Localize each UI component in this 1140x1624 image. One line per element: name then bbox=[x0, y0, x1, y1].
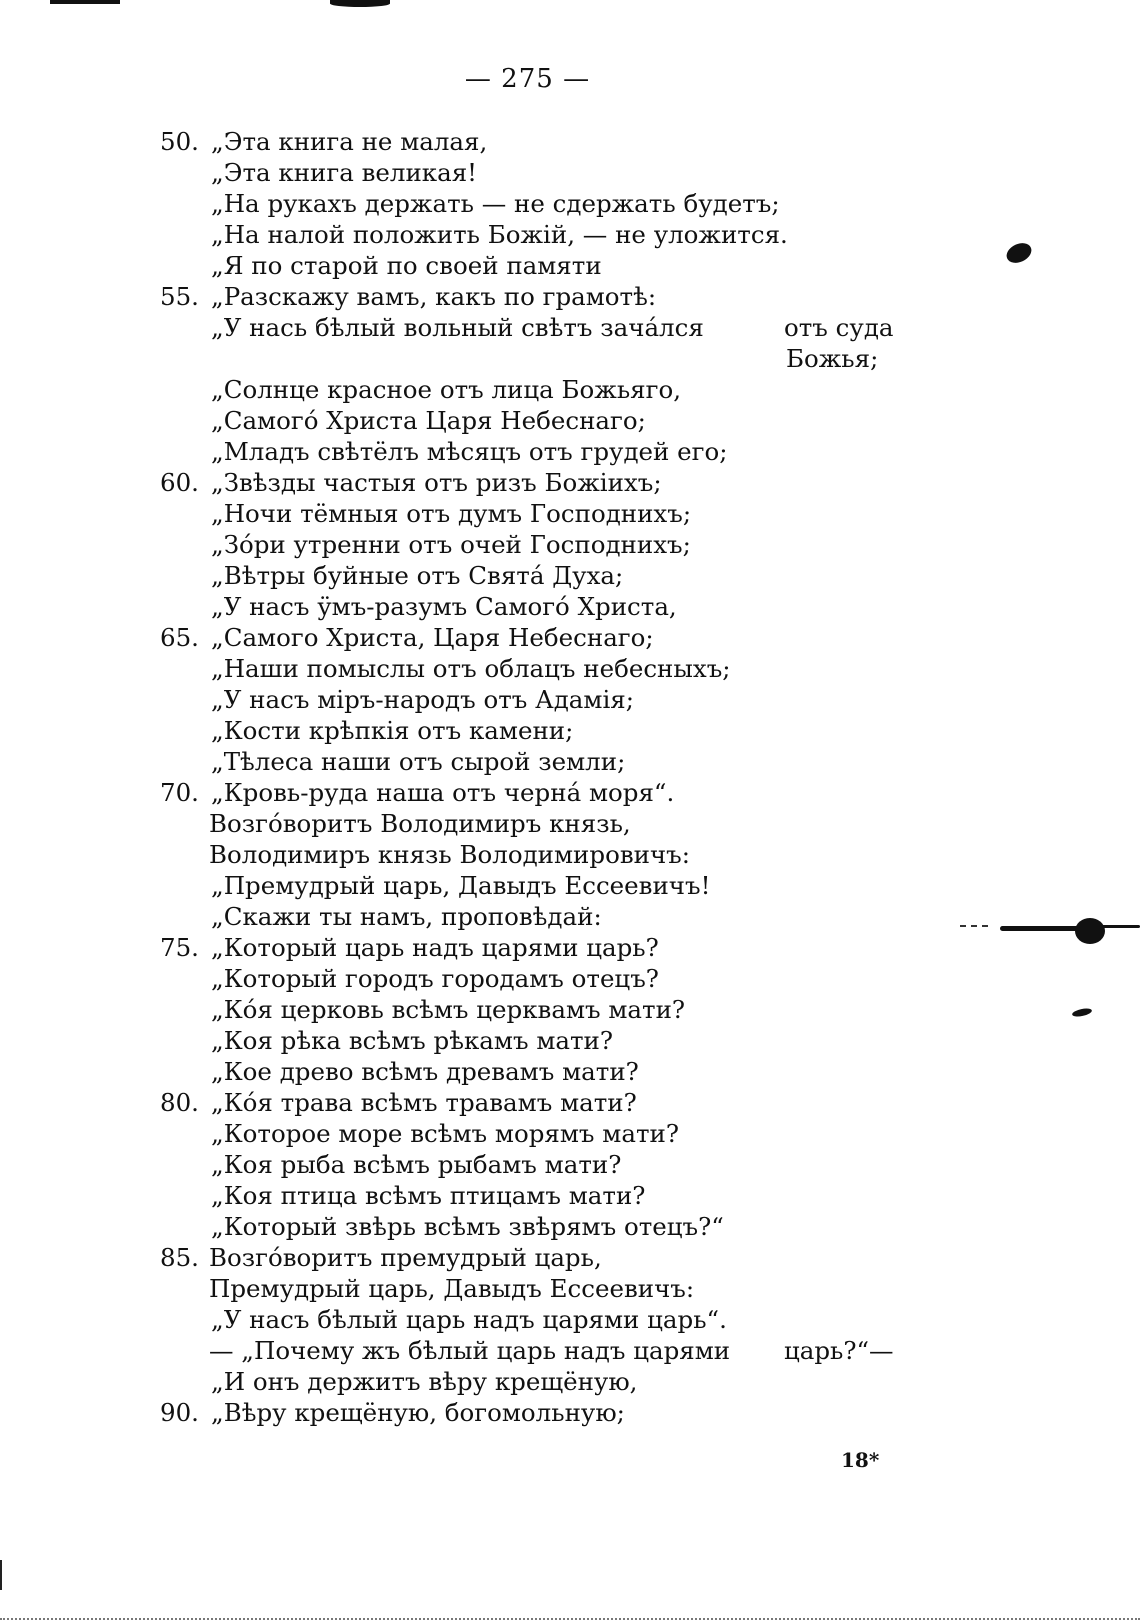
verse-line bbox=[0, 870, 1140, 901]
verse-text-line: „Премудрый царь, Давыдъ Ессеевичъ! bbox=[211, 871, 711, 900]
verse-line bbox=[0, 963, 1140, 994]
verse-line bbox=[0, 591, 1140, 622]
verse-line bbox=[0, 994, 1140, 1025]
verse-line bbox=[0, 1211, 1140, 1242]
verse-text-line: „Кóя трава всѣмъ травамъ мати? bbox=[211, 1088, 637, 1117]
verse-line bbox=[0, 343, 1140, 374]
verse-line bbox=[0, 157, 1140, 188]
verse-text-line: „Ночи тёмныя отъ думъ Господнихъ; bbox=[211, 499, 692, 528]
verse-line bbox=[0, 653, 1140, 684]
verse-number: 60. bbox=[160, 468, 199, 497]
verse-text-line: Возгóворитъ Володимиръ князь, bbox=[209, 809, 631, 838]
verse-number: 50. bbox=[160, 127, 199, 156]
verse-text-line: „У нась бѣлый вольный свѣтъ зачáлся bbox=[211, 313, 704, 342]
verse-line bbox=[0, 746, 1140, 777]
verse-text-line: „Кое древо всѣмъ древамъ мати? bbox=[211, 1057, 639, 1086]
verse-text-line: „Звѣзды частыя отъ ризъ Божіихъ; bbox=[211, 468, 662, 497]
verse-line-continuation: отъ суда bbox=[784, 313, 894, 342]
verse-text-line: „Который городъ городамъ отецъ? bbox=[211, 964, 659, 993]
verse-line bbox=[0, 1180, 1140, 1211]
verse-text-line: „Скажи ты намъ, проповѣдай: bbox=[211, 902, 602, 931]
verse-line bbox=[0, 1149, 1140, 1180]
verse-line bbox=[0, 312, 1140, 343]
verse-text-line: „У насъ міръ-народъ отъ Адамія; bbox=[211, 685, 635, 714]
verse-text-line: „Коя рыба всѣмъ рыбамъ мати? bbox=[211, 1150, 622, 1179]
verse-line bbox=[0, 932, 1140, 963]
verse-line bbox=[0, 1335, 1140, 1366]
verse-text-line: „Вѣтры буйные отъ Свята́ Духа; bbox=[211, 561, 624, 590]
verse-text-line: — „Почему жъ бѣлый царь надъ царями bbox=[209, 1336, 731, 1365]
verse-text-line: „Коя рѣка всѣмъ рѣкамъ мати? bbox=[211, 1026, 614, 1055]
verse-text-line: „Эта книга великая! bbox=[211, 158, 477, 187]
verse-text-line: „Коя птица всѣмъ птицамъ мати? bbox=[211, 1181, 646, 1210]
print-mark-top-left bbox=[50, 0, 120, 4]
verse-text-line: „И онъ держитъ вѣру крещёную, bbox=[211, 1367, 638, 1396]
ink-dash bbox=[960, 925, 988, 927]
verse-text-line: „На налой положить Божій, — не уложится. bbox=[211, 220, 788, 249]
verse-text-line: „На рукахъ держать — не сдержать будетъ; bbox=[211, 189, 780, 218]
verse-text-line: „Кóя церковь всѣмъ церквамъ мати? bbox=[211, 995, 686, 1024]
verse-line-continuation: Божья; bbox=[786, 344, 879, 373]
verse-number: 90. bbox=[160, 1398, 199, 1427]
verse-number: 65. bbox=[160, 623, 199, 652]
verse-line bbox=[0, 560, 1140, 591]
verse-text-line: „Наши помыслы отъ облацъ небесныхъ; bbox=[211, 654, 731, 683]
signature-mark: 18* bbox=[841, 1448, 880, 1472]
ink-streak bbox=[1000, 926, 1080, 931]
verse-line bbox=[0, 1118, 1140, 1149]
verse-line bbox=[0, 529, 1140, 560]
verse-line bbox=[0, 684, 1140, 715]
verse-line bbox=[0, 901, 1140, 932]
verse-text-line: „Тѣлеса наши отъ сырой земли; bbox=[211, 747, 626, 776]
verse-line bbox=[0, 436, 1140, 467]
verse-line bbox=[0, 250, 1140, 281]
page-edge bbox=[0, 1618, 1140, 1620]
verse-line bbox=[0, 622, 1140, 653]
verse-line bbox=[0, 1273, 1140, 1304]
verse-text-line: „Солнце красное отъ лица Божьяго, bbox=[211, 375, 681, 404]
margin-mark bbox=[0, 1560, 2, 1590]
verse-line bbox=[0, 188, 1140, 219]
verse-number: 85. bbox=[160, 1243, 199, 1272]
verse-text-line: Володимиръ князь Володимировичъ: bbox=[209, 840, 690, 869]
verse-text-line: „Который царь надъ царями царь? bbox=[211, 933, 659, 962]
verse-line bbox=[0, 219, 1140, 250]
verse-line bbox=[0, 1087, 1140, 1118]
verse-line bbox=[0, 281, 1140, 312]
verse-line bbox=[0, 498, 1140, 529]
verse-line bbox=[0, 1304, 1140, 1335]
verse-line bbox=[0, 1242, 1140, 1273]
verse-text-line: „Эта книга не малая, bbox=[211, 127, 488, 156]
verse-line bbox=[0, 126, 1140, 157]
verse-line bbox=[0, 1366, 1140, 1397]
verse-line bbox=[0, 374, 1140, 405]
verse-line bbox=[0, 405, 1140, 436]
verse-line bbox=[0, 839, 1140, 870]
verse-text-line: „У насъ ӱмъ-разумъ Самогó Христа, bbox=[211, 592, 677, 621]
verse-line bbox=[0, 1056, 1140, 1087]
verse-text-line: „Самогó Христа Царя Небеснаго; bbox=[211, 406, 646, 435]
verse-line bbox=[0, 1025, 1140, 1056]
print-mark-top-center bbox=[330, 0, 390, 7]
verse-text-line: „Разскажу вамъ, какъ по грамотѣ: bbox=[211, 282, 657, 311]
verse-line bbox=[0, 1397, 1140, 1428]
verse-text-line: „Кости крѣпкія отъ камени; bbox=[211, 716, 574, 745]
verse-line bbox=[0, 808, 1140, 839]
verse-line bbox=[0, 777, 1140, 808]
verse-line bbox=[0, 715, 1140, 746]
verse-text-line: „Младъ свѣтёлъ мѣсяцъ отъ грудей его; bbox=[211, 437, 728, 466]
verse-number: 75. bbox=[160, 933, 199, 962]
verse-text-line: „У насъ бѣлый царь надъ царями царь“. bbox=[211, 1305, 727, 1334]
verse-number: 70. bbox=[160, 778, 199, 807]
verse-text-line: „Вѣру крещёную, богомольную; bbox=[211, 1398, 625, 1427]
verse-line-continuation: царь?“— bbox=[784, 1336, 894, 1365]
verse-text-line: „Я по старой по своей памяти bbox=[211, 251, 602, 280]
verse-text-line: „Кровь-руда наша отъ черна́ моря“. bbox=[211, 778, 675, 807]
verse-text-line: „Зóри утренни отъ очей Господнихъ; bbox=[211, 530, 691, 559]
verse-number: 55. bbox=[160, 282, 199, 311]
verse-line bbox=[0, 467, 1140, 498]
ink-blot bbox=[1075, 918, 1105, 944]
verse-text-line: „Самого Христа, Царя Небеснаго; bbox=[211, 623, 654, 652]
verse-text-line: Возгóворитъ премудрый царь, bbox=[209, 1243, 602, 1272]
verse-number: 80. bbox=[160, 1088, 199, 1117]
verse-text-line: „Которое море всѣмъ морямъ мати? bbox=[211, 1119, 679, 1148]
verse-text bbox=[0, 126, 1140, 1428]
verse-text-line: Премудрый царь, Давыдъ Ессеевичъ: bbox=[209, 1274, 695, 1303]
verse-text-line: „Который звѣрь всѣмъ звѣрямъ отецъ?“ bbox=[211, 1212, 724, 1241]
page-number: — 275 — bbox=[464, 64, 591, 94]
